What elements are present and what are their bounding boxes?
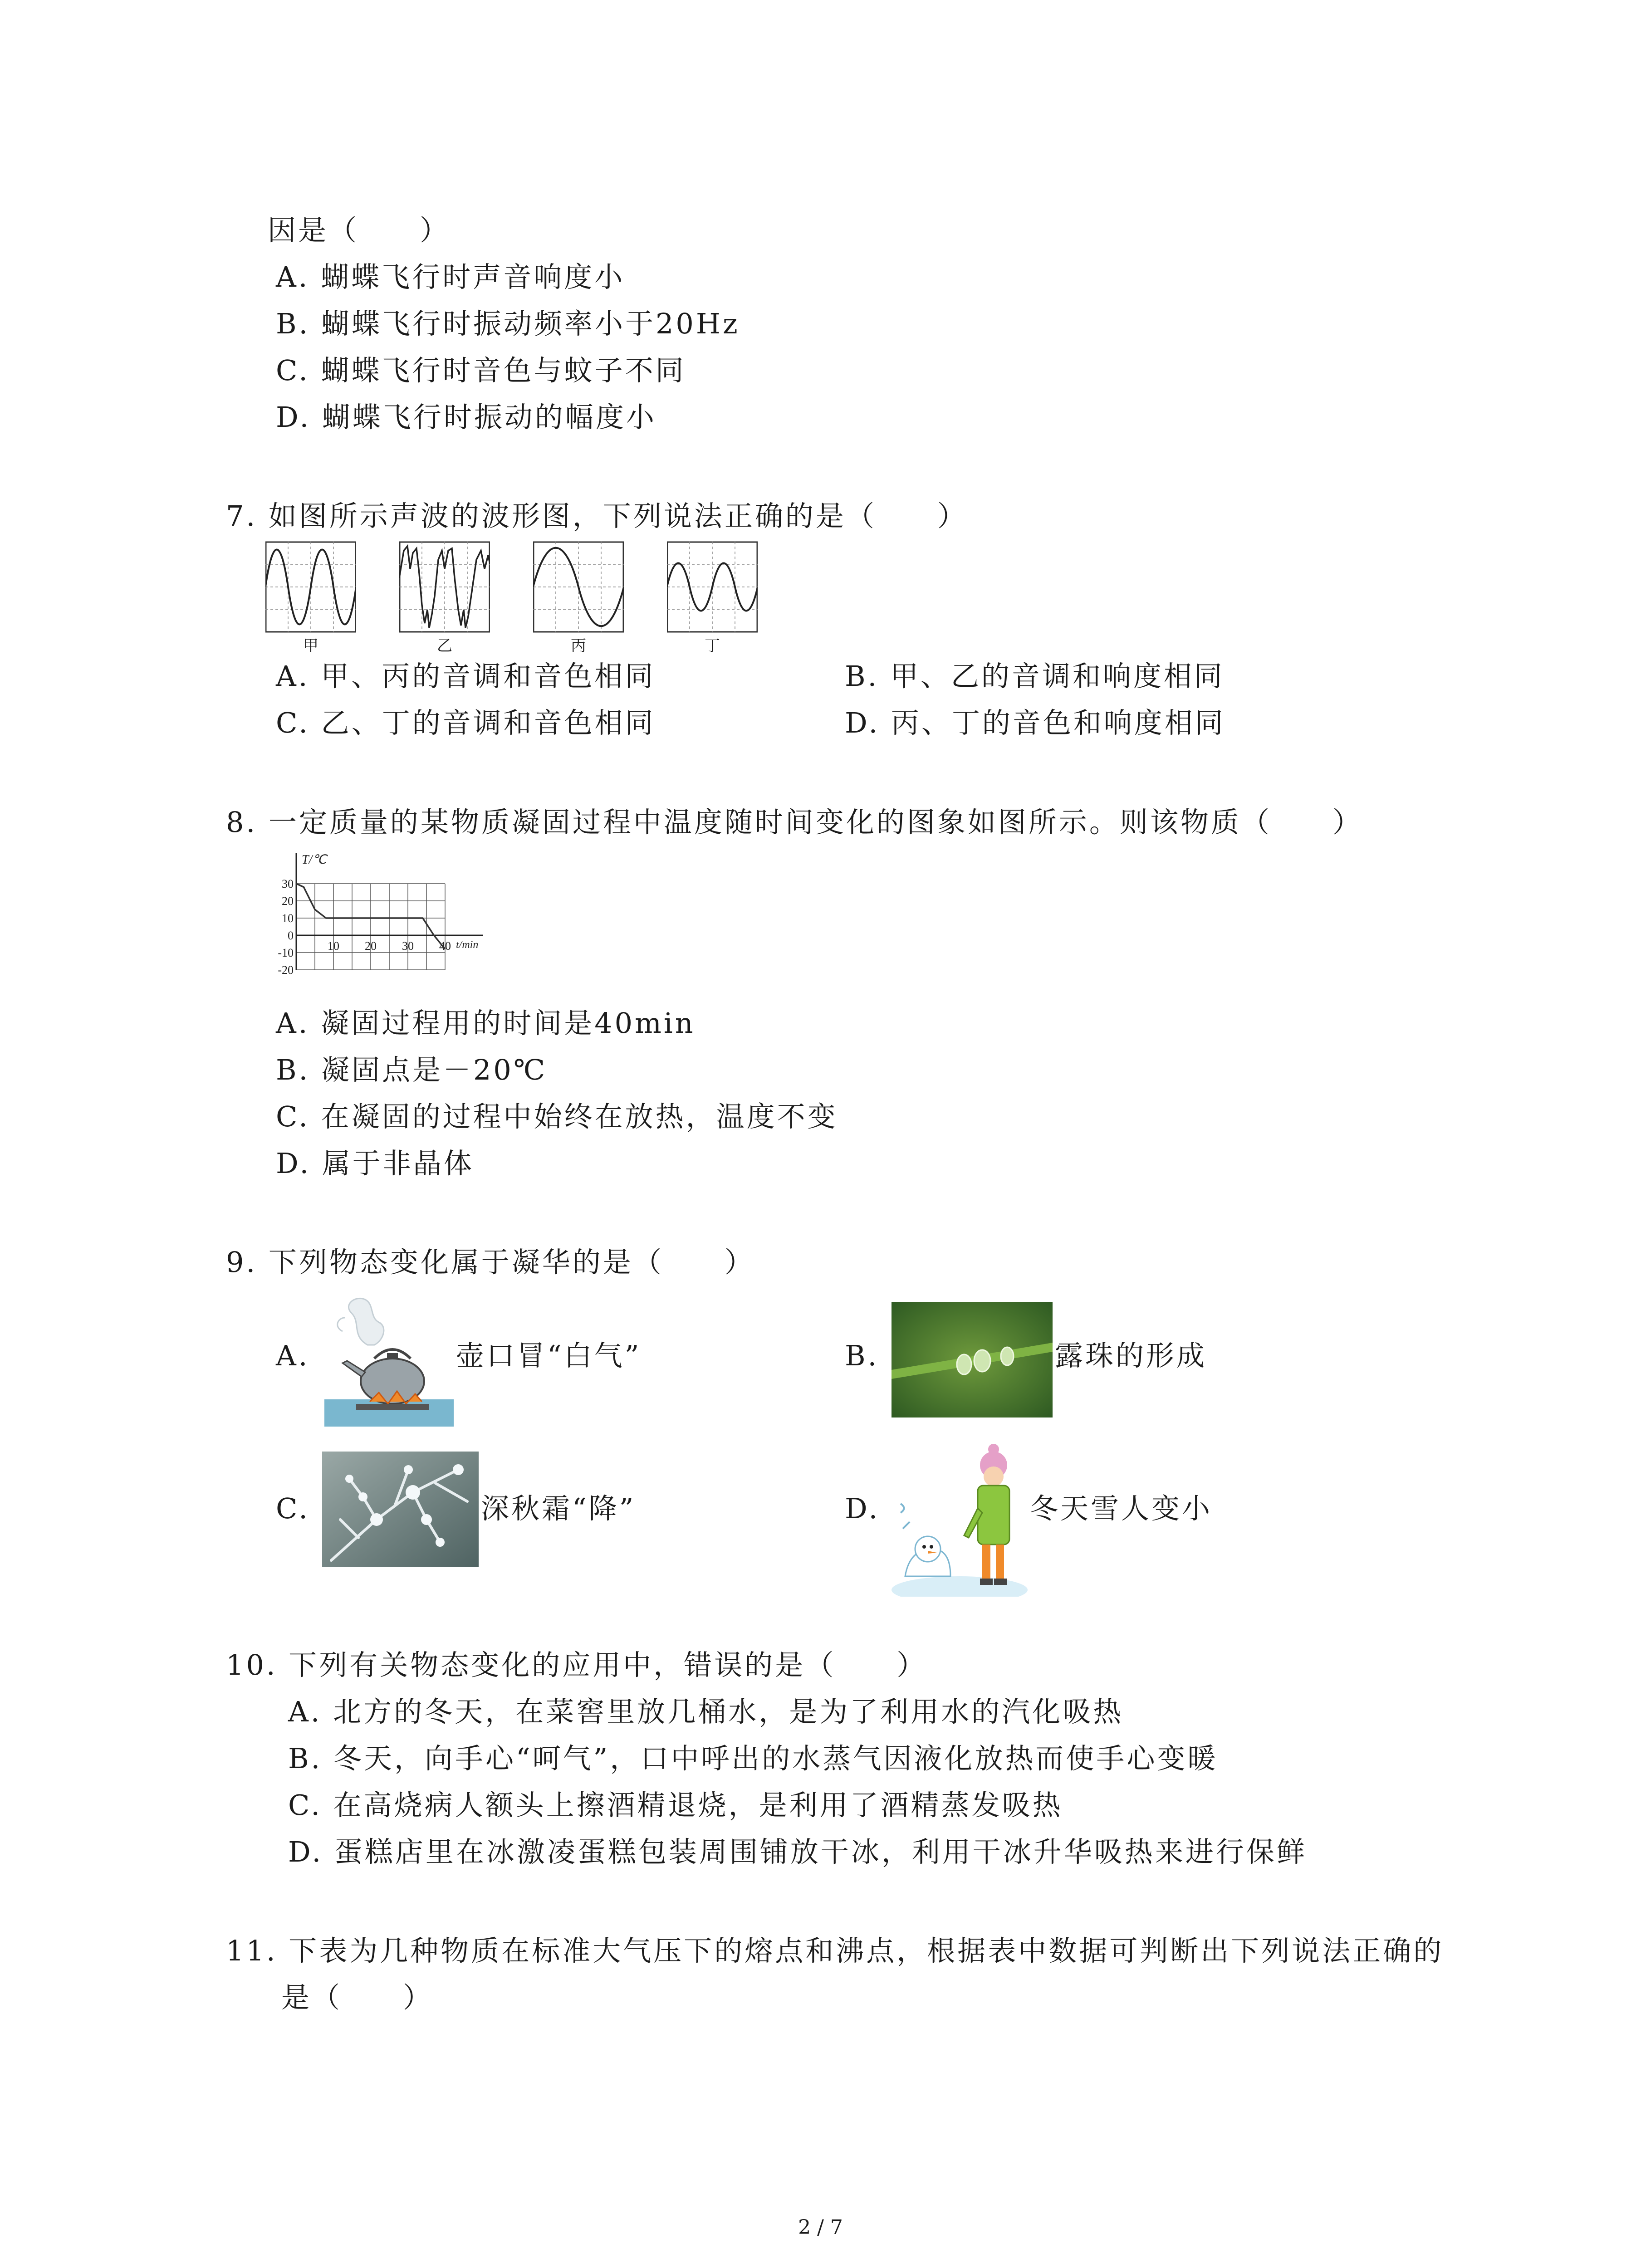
melting-snowman-image	[892, 1440, 1028, 1597]
chart-y-tick-label: -10	[278, 946, 294, 959]
chart-ylabel: T/℃	[302, 853, 327, 867]
chart-x-tick-label: 30	[402, 939, 414, 953]
waveform-label-ding: 丁	[705, 637, 720, 655]
q11-stem-tail: 是（ ）	[281, 1981, 434, 2014]
chart-xlabel: t/min	[456, 939, 479, 951]
q6-option-a: A. 蝴蝶飞行时声音响度小	[276, 260, 625, 293]
q10-option-c: C. 在高烧病人额头上擦酒精退烧，是利用了酒精蒸发吸热	[288, 1789, 1063, 1822]
q8-option-c: C. 在凝固的过程中始终在放热，温度不变	[276, 1100, 838, 1133]
waveform-ding	[667, 541, 758, 633]
q8-option-b: B. 凝固点是－20℃	[276, 1053, 548, 1086]
waveform-bing	[533, 541, 624, 633]
q9-option-c-text: 深秋霜“降”	[481, 1492, 636, 1525]
q6-option-c: C. 蝴蝶飞行时音色与蚊子不同	[276, 354, 686, 387]
q9-option-b-letter: B.	[845, 1339, 879, 1372]
waveform-yi	[399, 541, 490, 633]
waveform-label-bing: 丙	[571, 637, 586, 655]
kettle-steam-image	[324, 1290, 454, 1427]
q7-option-c: C. 乙、丁的音调和音色相同	[276, 706, 656, 739]
q7-option-a: A. 甲、丙的音调和音色相同	[276, 660, 656, 693]
q7-option-d: D. 丙、丁的音色和响度相同	[845, 706, 1225, 739]
q6-option-d: D. 蝴蝶飞行时振动的幅度小	[276, 401, 656, 434]
q10-option-d: D. 蛋糕店里在冰激凌蛋糕包装周围铺放干冰，利用干冰升华吸热来进行保鲜	[288, 1835, 1307, 1868]
q8-option-d: D. 属于非晶体	[276, 1147, 474, 1180]
chart-x-tick-label: 40	[439, 939, 451, 953]
waveform-jia	[265, 541, 356, 633]
q6-stem-tail: 因是（ ）	[268, 214, 451, 247]
frost-branch-image	[322, 1452, 479, 1567]
q8-stem: 8. 一定质量的某物质凝固过程中温度随时间变化的图象如图所示。则该物质（ ）	[226, 806, 1363, 839]
chart-x-tick-label: 20	[365, 939, 377, 953]
page-number: 2 / 7	[798, 2216, 843, 2239]
q10-option-a: A. 北方的冬天，在菜窖里放几桶水，是为了利用水的汽化吸热	[288, 1695, 1124, 1728]
q9-option-a-text: 壶口冒“白气”	[456, 1339, 642, 1372]
chart-x-tick-label: 10	[328, 939, 339, 953]
q7-stem: 7. 如图所示声波的波形图，下列说法正确的是（ ）	[226, 499, 968, 533]
q9-stem: 9. 下列物态变化属于凝华的是（ ）	[226, 1246, 755, 1279]
chart-y-tick-label: 0	[288, 929, 294, 942]
q6-option-b: B. 蝴蝶飞行时振动频率小于20Hz	[276, 307, 740, 340]
waveform-label-jia: 甲	[303, 637, 318, 655]
dew-drops-image	[892, 1302, 1053, 1418]
q10-stem: 10. 下列有关物态变化的应用中，错误的是（ ）	[226, 1648, 927, 1681]
q9-option-d-letter: D.	[845, 1492, 880, 1525]
cooling-curve-chart	[270, 849, 497, 999]
chart-y-tick-label: 10	[282, 912, 294, 925]
q10-option-b: B. 冬天，向手心“呵气”，口中呼出的水蒸气因液化放热而使手心变暖	[288, 1742, 1218, 1775]
chart-y-tick-label: -20	[278, 963, 294, 977]
q8-option-a: A. 凝固过程用的时间是40min	[276, 1007, 696, 1040]
q9-option-b-text: 露珠的形成	[1055, 1339, 1207, 1372]
waveform-label-yi: 乙	[437, 637, 452, 655]
q9-option-c-letter: C.	[276, 1492, 310, 1525]
q11-stem: 11. 下表为几种物质在标准大气压下的熔点和沸点，根据表中数据可判断出下列说法正确的	[226, 1934, 1444, 1967]
q9-option-a-letter: A.	[276, 1339, 310, 1372]
chart-y-tick-label: 30	[282, 877, 294, 890]
chart-y-tick-label: 20	[282, 894, 294, 908]
q9-option-d-text: 冬天雪人变小	[1030, 1492, 1213, 1525]
q7-option-b: B. 甲、乙的音调和响度相同	[845, 660, 1225, 693]
